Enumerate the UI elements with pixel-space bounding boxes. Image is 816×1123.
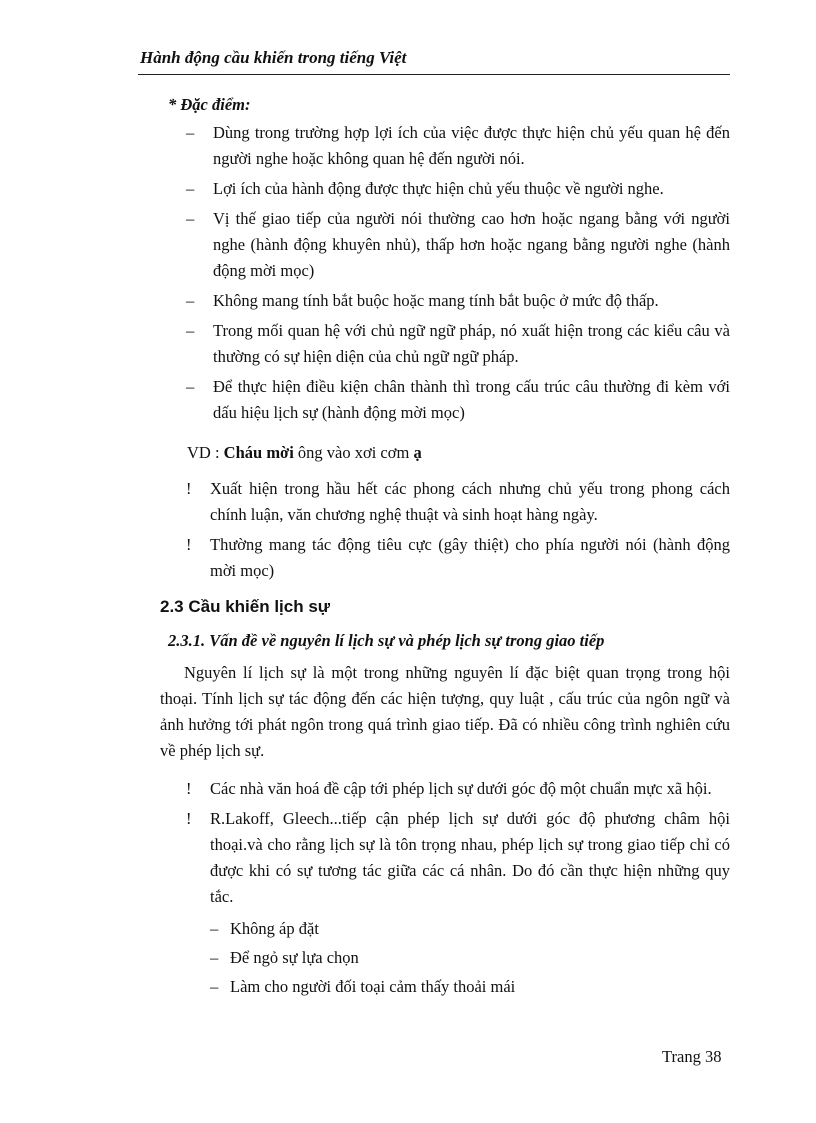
dash-marker: – <box>210 977 219 996</box>
running-header: Hành động cầu khiến trong tiếng Việt <box>140 48 407 67</box>
exclamation-marker: ! <box>186 479 192 498</box>
list-item: – Dùng trong trường hợp lợi ích của việc được thực hiện chủ yếu quan hệ đến người nghe hoặc không quan hệ đến người nói. <box>160 120 730 172</box>
list-item: – Trong mối quan hệ với chủ ngữ ngữ pháp, nó xuất hiện trong các kiểu câu và thường có sự hiện diện của chủ ngữ ngữ pháp. <box>160 318 730 370</box>
list-item: ! Các nhà văn hoá đề cập tới phép lịch sự dưới góc độ một chuẩn mực xã hội. <box>160 776 730 802</box>
exclamation-marker: ! <box>186 779 192 798</box>
header-rule <box>138 74 730 75</box>
exclamation-marker: ! <box>186 535 192 554</box>
subsection-title: 2.3.1. Vấn đề về nguyên lí lịch sự và phép lịch sự trong giao tiếp <box>168 631 605 650</box>
dash-marker: – <box>186 321 195 340</box>
section-title: 2.3 Cầu khiến lịch sự <box>160 597 331 616</box>
page-number: Trang 38 <box>662 1047 722 1066</box>
dash-marker: – <box>186 123 195 142</box>
dash-marker: – <box>210 919 219 938</box>
body-paragraph: Nguyên lí lịch sự là một trong những nguyên lí đặc biệt quan trọng trong hội thoại. Tính lịch sự tác động đến các hiện tượng, quy luật , cấu trúc của ngôn ngữ và ảnh hưởng tới phát ngôn trong quá trình giao tiếp. Đã có nhiều công trình nghiên cứu về phép lịch sự. <box>160 663 730 760</box>
list-item: ! Thường mang tác động tiêu cực (gây thiệt) cho phía người nói (hành động mời mọc) <box>160 532 730 584</box>
list-item: ! R.Lakoff, Gleech...tiếp cận phép lịch sự dưới góc độ phương châm hội thoại.và cho rằng lịch sự là tôn trọng nhau, phép lịch sự trong giao tiếp chỉ có được khi có sự tương tác giữa các cá nhân. Do đó cần thực hiện những quy tắc. – Không áp đặt – Để ngỏ sự lựa chọn – Làm cho người đối toại cảm thấy thoải mái <box>160 806 730 1000</box>
page-content <box>160 92 730 1004</box>
list-item: – Làm cho người đối toại cảm thấy thoải mái <box>210 974 730 1000</box>
list-item: – Để ngỏ sự lựa chọn <box>210 945 730 971</box>
list-item: – Vị thế giao tiếp của người nói thường cao hơn hoặc ngang bằng với người nghe (hành động khuyên nhủ), thấp hơn hoặc ngang bằng người nghe (hành động mời mọc) <box>160 206 730 284</box>
list-item: – Lợi ích của hành động được thực hiện chủ yếu thuộc về người nghe. <box>160 176 730 202</box>
features-heading: * Đặc điểm: <box>168 95 251 114</box>
features-list <box>160 120 730 426</box>
dash-marker: – <box>186 291 195 310</box>
dash-marker: – <box>186 179 195 198</box>
notes-list <box>160 476 730 584</box>
dash-marker: – <box>210 948 219 967</box>
list-item: ! Xuất hiện trong hầu hết các phong cách nhưng chủ yếu trong phong cách chính luận, văn chương nghệ thuật và sinh hoạt hàng ngày. <box>160 476 730 528</box>
list-item: – Để thực hiện điều kiện chân thành thì trong cấu trúc câu thường đi kèm với dấu hiệu lịch sự (hành động mời mọc) <box>160 374 730 426</box>
dash-marker: – <box>186 377 195 396</box>
list-item: – Không mang tính bắt buộc hoặc mang tính bắt buộc ở mức độ thấp. <box>160 288 730 314</box>
example-line: VD : Cháu mời ông vào xơi cơm ạ <box>187 443 422 462</box>
rules-list <box>210 916 730 1000</box>
points-list <box>160 776 730 1000</box>
exclamation-marker: ! <box>186 809 192 828</box>
dash-marker: – <box>186 209 195 228</box>
list-item: – Không áp đặt <box>210 916 730 942</box>
